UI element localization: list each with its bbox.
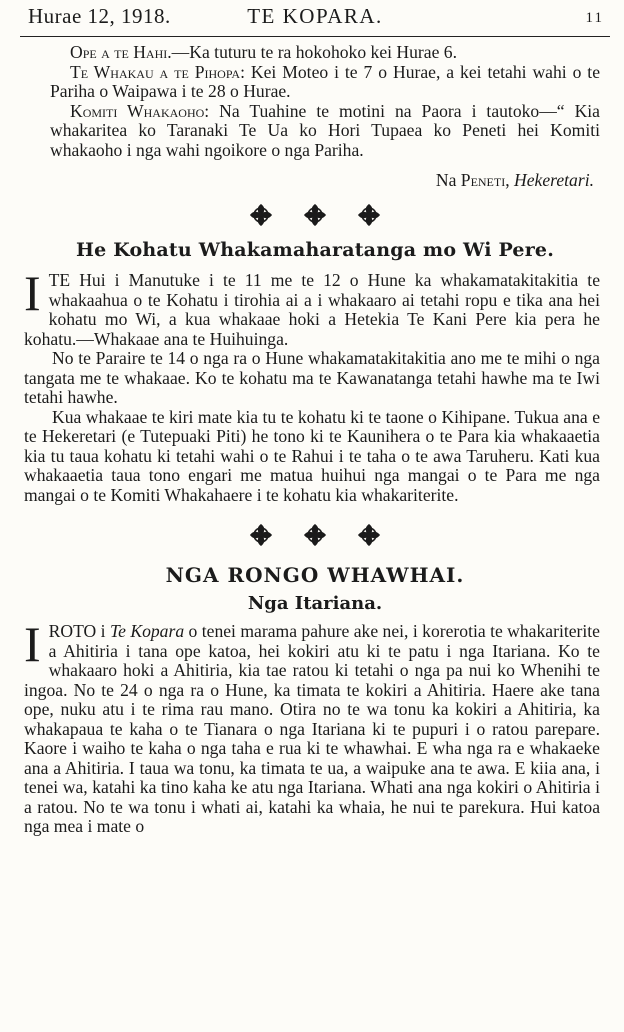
article-rongo (20, 616, 610, 837)
article-rongo-body: o tenei marama pahure ake nei, i korerotia te whakariterite a Ahitiria i tana ope katoa, hei kokiri atu ki te patu i nga Itariana. Ko te whakaaro hoki a Ahitiria, kia tae ratou ki tetahi o nga pa nui ko Whenihi te ingoa. No te 24 o nga ra o Hune, ka timata te kokiri a Ahitiria. Haere ake tana ope, nuku atu i te rima rau mano. Otira no te wa tonu ka kokiri a Ahitiria, ka whakapaua te kaha o te Tianara o nga Itariana ki te pupuri i o ratou parepare. Kaore i waiho te kaha o nga taha e rua ki te whawhai. E wha nga ra e whakaeke ana a Ahitiria. I taua wa tonu, ka timata te ua, a waipuke ana te awa. E kiia ana, i tenei wa, katahi ka tino kaha ke atu nga Itariana. Whati ana nga kokiri o Ahitiria i a ratou. No te wa tonu i whati ai, katahi ka whaia, he nui te parekura. Hui katoa nga mea i mate o (24, 621, 600, 836)
flower-ornament-icon (301, 203, 329, 227)
drop-cap: I (24, 616, 41, 672)
flower-ornament-icon (247, 523, 275, 547)
notice-whakau-label: Te Whakau a te Pihopa (70, 61, 241, 82)
signature-title: Hekeretari. (514, 170, 594, 190)
article-kohatu-p3: Kua whakaae te kiri mate kia tu te kohatu ki te taone o Kihipane. Tukua ana e te Hekeretari (e Tutepuaki Piti) he tono ki te Kaunihera o te Para kia whakaaetia kia tu taua kohatu ki tetahi wahi o te Rahui i te taha o te awa Taruheru. Kati kua whakaaetia taua tono engari me matua huihui nga mangai o te Para me nga mangai o te Komiti Whakahaere i te kohatu kia whakariterite. (24, 406, 600, 505)
flower-ornament-icon (301, 523, 329, 547)
publication-title: TE KOPARA. (247, 4, 383, 28)
notice-ope (50, 43, 600, 63)
notice-ope-label: Ope a te Hahi. (70, 42, 172, 62)
signature-prefix: Na (435, 170, 461, 190)
article-rongo-lead-italic: Te Kopara (109, 621, 185, 641)
article-kohatu-p1: TE Hui i Manutuke i te 11 me te 12 o Hune ka whakamatakitakitia te whakaahua o te Kohatu i tirohia ai a i whakaaro ai tetahi ropu e tika ana hei kohatu mo Wi, a kua whakaae hoki a Hetekia Te Kani Pere kia pera he kohatu.—Whakaae ana te Huihuinga. (24, 270, 600, 349)
article-subheading-itariana: Nga Itariana. (247, 593, 383, 614)
article-heading-rongo: NGA RONGO WHAWHAI. (165, 563, 465, 587)
page-header (20, 0, 610, 37)
ornament-divider (20, 203, 610, 227)
article-kohatu-paragraph (24, 265, 600, 349)
notice-komiti-text: : Na Tuahine te motini na Paora i tautoko—“ Kia whakaritea ko Taranaki Te Ua ko Hori Tupaea ko Peneti hei Komiti whakaoho i nga wahi ngoikore o nga Pariha. (50, 100, 600, 160)
notice-komiti (50, 102, 600, 161)
signature-name: Peneti (460, 170, 506, 190)
article-kohatu (20, 265, 610, 505)
signature (50, 170, 600, 191)
article-heading-kohatu: He Kohatu Whakamaharatanga mo Wi Pere. (75, 239, 555, 261)
church-notices (20, 37, 610, 191)
notice-komiti-label: Komiti Whakaoho (70, 100, 205, 121)
ornament-divider (20, 523, 610, 547)
issue-date: Hurae 12, 1918. (28, 4, 171, 28)
notice-whakau (50, 63, 600, 102)
article-rongo-paragraph (24, 616, 600, 837)
drop-cap: I (24, 265, 41, 321)
flower-ornament-icon (355, 203, 383, 227)
page-number: 11 (585, 10, 604, 26)
notice-ope-text: —Ka tuturu te ra hokohoko kei Hurae 6. (171, 42, 458, 62)
article-kohatu-p2: No te Paraire te 14 o nga ra o Hune whakamatakitakitia ano me te mihi o nga tangata me te whakaae. Ko te kohatu ma te Kawanatanga tetahi hawhe ma te Iwi tetahi hawhe. (24, 348, 600, 407)
flower-ornament-icon (355, 523, 383, 547)
flower-ornament-icon (247, 203, 275, 227)
signature-suffix: , (505, 170, 510, 190)
article-rongo-lead: ROTO i (48, 621, 110, 641)
notice-whakau-text: : Kei Moteo i te 7 o Hurae, a kei tetahi wahi o te Pariha o Waipawa i te 28 o Hurae. (50, 61, 601, 101)
